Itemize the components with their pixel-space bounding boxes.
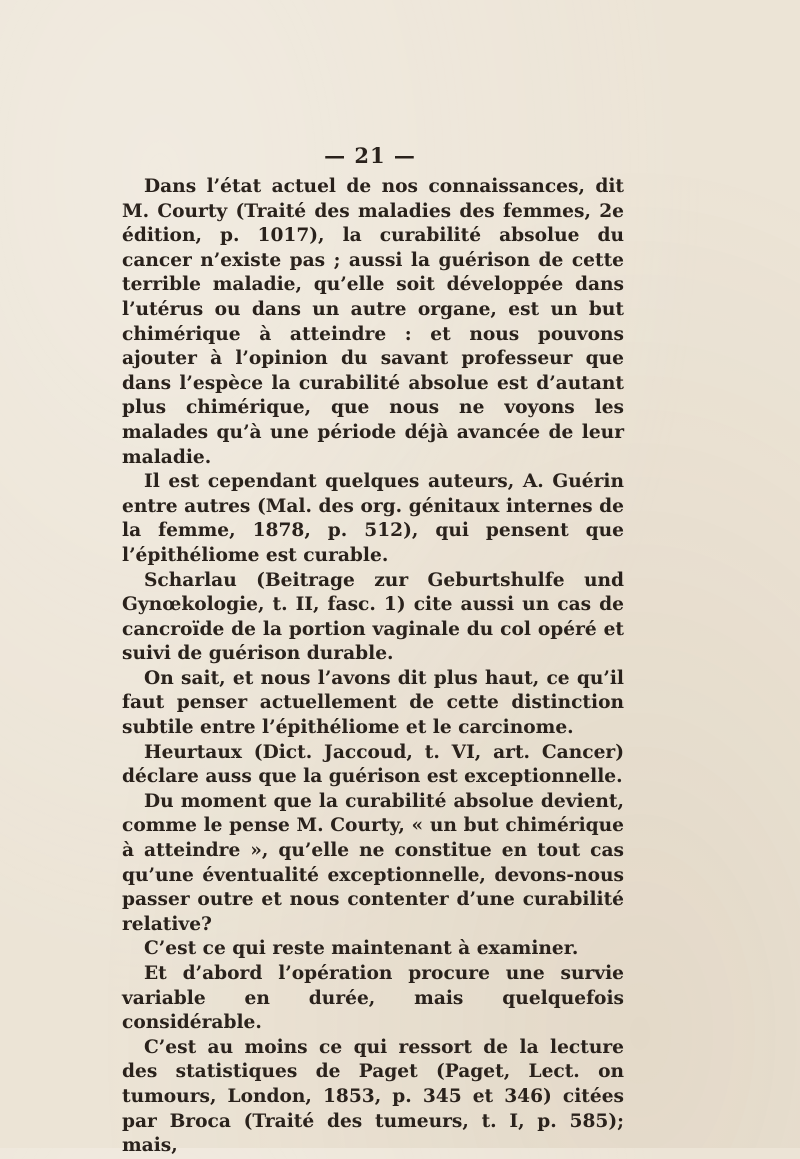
paragraph-7: C’est ce qui reste maintenant à examiner. xyxy=(144,938,579,960)
body-text xyxy=(122,175,624,1159)
paragraph-2: Il est cependant quelques auteurs, A. Guérin entre autres (Mal. des org. génitaux internes de la femme, 1878, p. 512), qui pensent que l’épithéliome est curable. xyxy=(122,471,624,566)
paragraph-4: On sait, et nous l’avons dit plus haut, ce qu’il faut penser actuellement de cette distinction subtile entre l’épithéliome et le carcinome. xyxy=(122,667,624,739)
paragraph-5: Heurtaux (Dict. Jaccoud, t. VI, art. Cancer) déclare auss que la guérison est exceptionnelle. xyxy=(122,741,624,788)
paragraph-1: Dans l’état actuel de nos connaissances, dit M. Courty (Traité des maladies des femmes, 2e édition, p. 1017), la curabilité absolue du cancer n’existe pas ; aussi la guérison de cette terrible maladie, qu’elle soit développée dans l’utérus ou dans un autre organe, est un but chimérique à atteindre : et nous pouvons ajouter à l’opinion du savant professeur que dans l’espèce la curabilité absolue est d’autant plus chimérique, que nous ne voyons les malades qu’à une période déjà avancée de leur maladie. xyxy=(122,176,624,468)
paragraph-6: Du moment que la curabilité absolue devient, comme le pense M. Courty, « un but chimérique à atteindre », qu’elle ne constitue en tout cas qu’une éventualité exceptionnelle, devons-nous passer outre et nous contenter d’une curabilité relative? xyxy=(122,790,624,935)
paragraph-8: Et d’abord l’opération procure une survie variable en durée, mais quelquefois considérable. xyxy=(122,963,624,1034)
paragraph-3: Scharlau (Beitrage zur Geburtshulfe und Gynœkologie, t. II, fasc. 1) cite aussi un cas de cancroïde de la portion vaginale du col opéré et suivi de guérison durable. xyxy=(122,569,624,665)
paragraph-9: C’est au moins ce qui ressort de la lecture des statistiques de Paget (Paget, Lect. on tumours, London, 1853, p. 345 et 346) citées par Broca (Traité des tumeurs, t. I, p. 585); mais, xyxy=(122,1036,624,1157)
page-number: — 21 — xyxy=(324,143,416,168)
